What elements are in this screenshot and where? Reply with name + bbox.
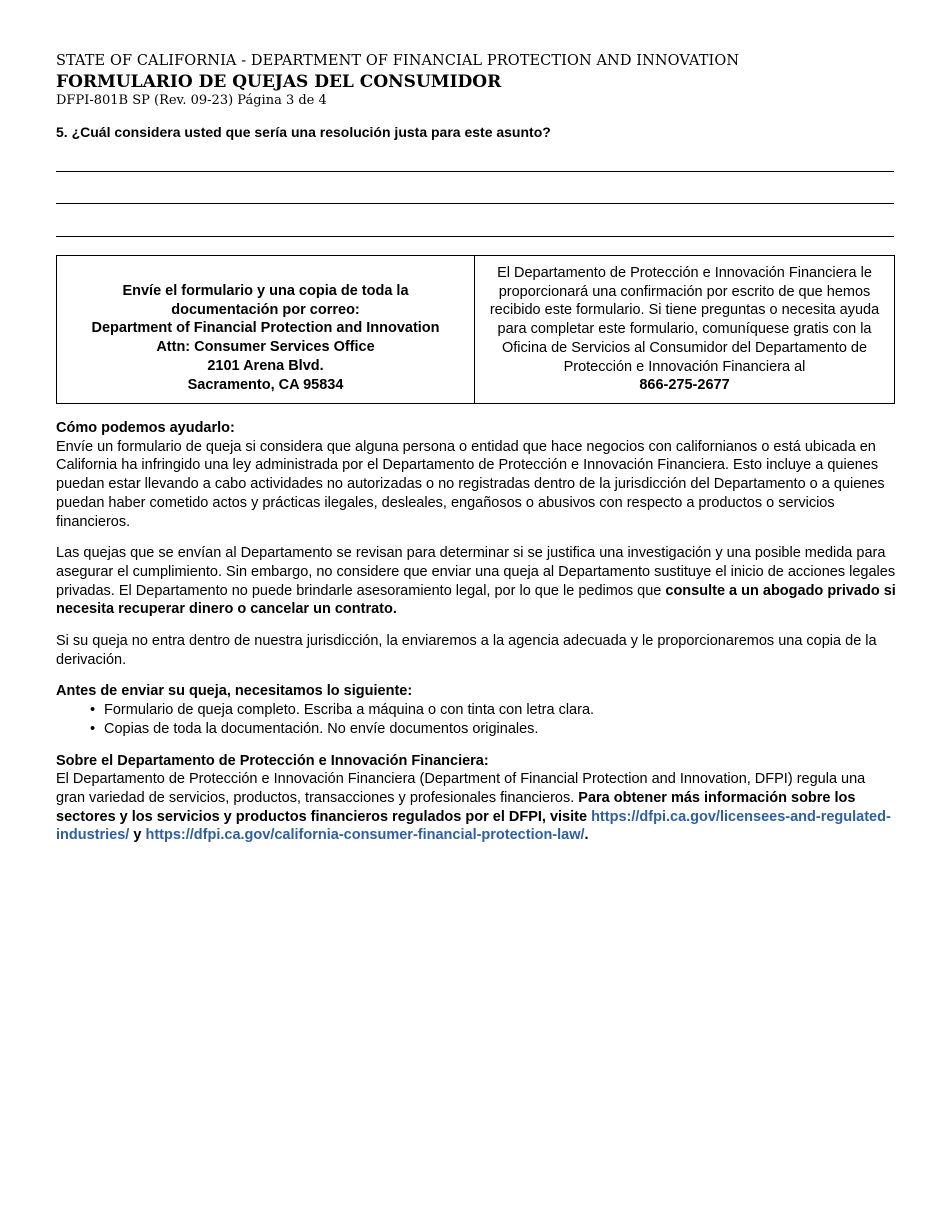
list-item xyxy=(56,720,896,739)
before-heading: Antes de enviar su queja, necesitamos lo siguiente: xyxy=(56,683,413,700)
mailing-address xyxy=(57,256,475,403)
agency-name: STATE OF CALIFORNIA - DEPARTMENT OF FINANCIAL PROTECTION AND INNOVATION xyxy=(56,53,740,69)
list-item-text: Copias de toda la documentación. No envíe documentos originales. xyxy=(104,720,539,737)
help-heading: Cómo podemos ayudarlo: xyxy=(56,420,235,436)
form-header xyxy=(56,52,739,109)
licensees-link[interactable]: https://dfpi.ca.gov/licensees-and-regulated-industries/ xyxy=(56,808,891,844)
consumer-law-link[interactable]: https://dfpi.ca.gov/california-consumer-financial-protection-law/ xyxy=(145,827,585,844)
address-city: Sacramento, CA 95834 xyxy=(187,376,344,393)
mail-instruction-line-2: documentación por correo: xyxy=(171,301,360,318)
about-paragraph xyxy=(56,770,896,845)
main-content xyxy=(56,419,896,845)
help-paragraph-2-text: Las quejas que se envían al Departamento se revisan para determinar si se justifica una investigación y una posible medida para asegurar el cumplimiento. Sin embargo, no considere que enviar una queja al Departamento sustituye el inicio de acciones legales privadas. El Departamento no puede brindarle asesoramiento legal, por lo que le pedimos que xyxy=(56,545,896,599)
bullet-icon: • xyxy=(90,702,96,719)
mail-instruction-line-1: Envíe el formulario y una copia de toda la xyxy=(122,283,409,299)
answer-line-1[interactable] xyxy=(56,171,894,172)
list-item-text: Formulario de queja completo. Escriba a máquina o con tinta con letra clara. xyxy=(104,702,595,719)
answer-line-2[interactable] xyxy=(56,203,894,204)
help-paragraph-3: Si su queja no entra dentro de nuestra jurisdicción, la enviaremos a la agencia adecuada y le proporcionaremos una copia de la derivación. xyxy=(56,633,877,668)
address-street: 2101 Arena Blvd. xyxy=(207,357,324,374)
about-heading: Sobre el Departamento de Protección e Innovación Financiera: xyxy=(56,752,489,769)
about-and: y xyxy=(133,827,142,844)
answer-line-3[interactable] xyxy=(56,236,894,237)
about-period: . xyxy=(584,827,589,844)
address-attn: Attn: Consumer Services Office xyxy=(156,339,375,356)
help-paragraph-1: Envíe un formulario de queja si considera que alguna persona o entidad que hace negocios con californianos o está ubicada en California ha infringido una ley administrada por el Departamento de Protección e Innovación Financiera. Esto incluye a quienes puedan estar llevando a cabo actividades no autorizadas o no registradas dentro de la jurisdicción del Departamento o a quienes puedan haber cometido actos y prácticas ilegales, desleales, engañosos o abusivos con respecto a productos o servicios financieros. xyxy=(56,438,885,530)
confirmation-text: El Departamento de Protección e Innovación Financiera le proporcionará una confirmación por escrito de que hemos recibido este formulario. Si tiene preguntas o necesita ayuda para completar este formulario, comuníquese gratis con la Oficina de Servicios al Consumidor del Departamento de Protección e Innovación Financiera al xyxy=(489,265,880,375)
requirements-list xyxy=(56,701,896,738)
phone-number: 866-275-2677 xyxy=(639,377,730,394)
question-5-label: 5. ¿Cuál considera usted que sería una resolución justa para este asunto? xyxy=(56,124,551,140)
help-paragraph-2-bold: consulte a un abogado privado si necesita recuperar dinero o cancelar un contrato. xyxy=(56,582,896,618)
confirmation-info xyxy=(475,256,894,403)
form-code: DFPI-801B SP (Rev. 09-23) Página 3 de 4 xyxy=(56,93,327,108)
help-paragraph-2 xyxy=(56,544,896,619)
list-item xyxy=(56,701,896,720)
mailing-info-box xyxy=(56,255,895,404)
about-bold-text: Para obtener más información sobre los sectores y los servicios y productos financieros regulados por el DFPI, visite xyxy=(56,789,856,825)
address-department: Department of Financial Protection and Innovation xyxy=(91,320,440,337)
about-text: El Departamento de Protección e Innovación Financiera (Department of Financial Protection and Innovation, DFPI) regula una gran variedad de servicios, productos, transacciones y profesionales financieros. xyxy=(56,771,866,806)
bullet-icon: • xyxy=(90,720,96,737)
form-title: FORMULARIO DE QUEJAS DEL CONSUMIDOR xyxy=(56,72,502,92)
